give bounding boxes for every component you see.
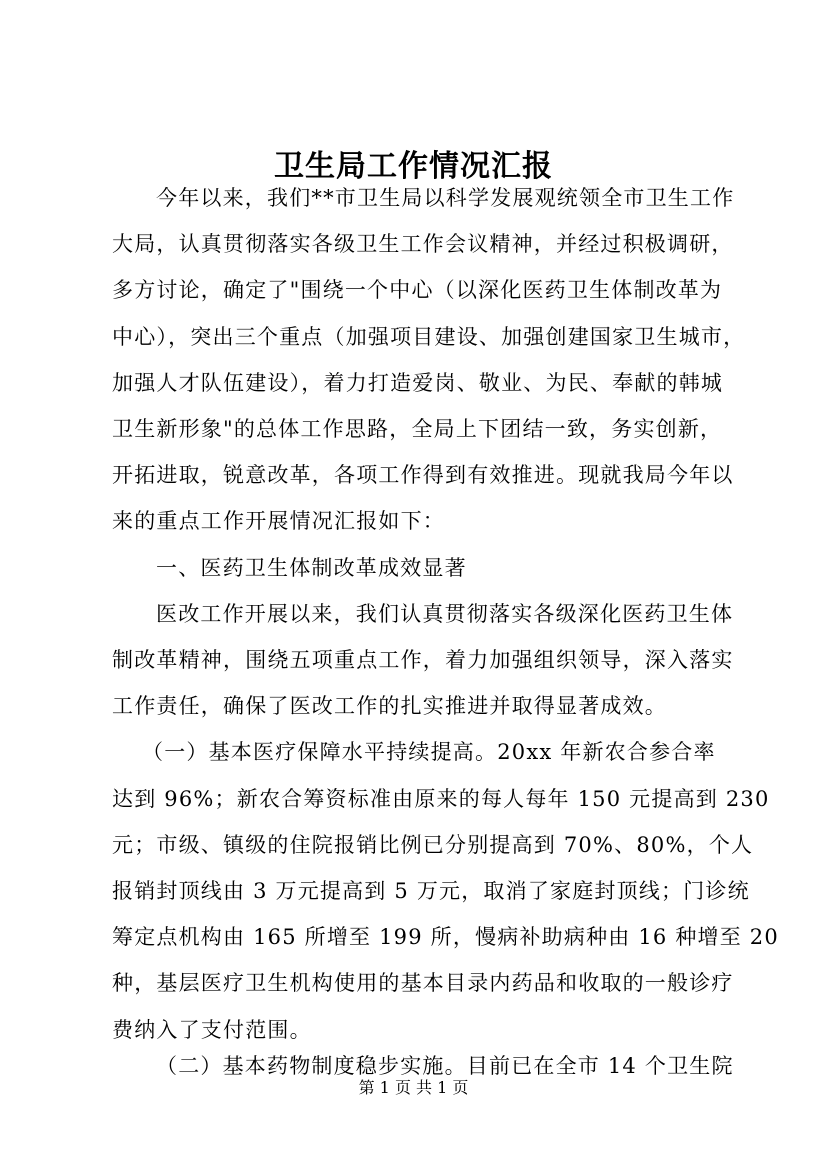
body-line: 开拓进取，锐意改革，各项工作得到有效推进。现就我局今年以 — [112, 463, 734, 487]
body-line: 达到 96%；新农合筹资标准由原来的每人每年 150 元提高到 230 — [112, 787, 770, 811]
page-footer: 第 1 页 共 1 页 — [358, 1078, 469, 1097]
body-line: 筹定点机构由 165 所增至 199 所，慢病补助病种由 16 种增至 20 — [112, 925, 779, 949]
body-line: 多方讨论，确定了"围绕一个中心（以深化医药卫生体制改革为 — [112, 278, 723, 302]
body-line: 加强人才队伍建设），着力打造爱岗、敬业、为民、奉献的韩城 — [112, 371, 724, 395]
body-line: 工作责任，确保了医改工作的扎实推进并取得显著成效。 — [112, 694, 667, 718]
body-line: 元；市级、镇级的住院报销比例已分别提高到 70%、80%，个人 — [112, 833, 754, 857]
body-line: 医改工作开展以来，我们认真贯彻落实各级深化医药卫生体 — [156, 602, 734, 626]
body-line: （一）基本医疗保障水平持续提高。20xx 年新农合参合率 — [142, 740, 716, 764]
section-heading: 一、医药卫生体制改革成效显著 — [156, 556, 467, 580]
body-line: 费纳入了支付范围。 — [112, 1018, 312, 1042]
body-line: 大局，认真贯彻落实各级卫生工作会议精神，并经过积极调研， — [112, 232, 734, 256]
body-line: 来的重点工作开展情况汇报如下： — [112, 509, 445, 533]
body-line: 报销封顶线由 3 万元提高到 5 万元，取消了家庭封顶线；门诊统 — [112, 879, 750, 903]
body-line: 卫生新形象"的总体工作思路，全局上下团结一致，务实创新， — [112, 417, 723, 441]
body-line: （二）基本药物制度稳步实施。目前已在全市 14 个卫生院 — [156, 1054, 734, 1078]
body-line: 中心），突出三个重点（加强项目建设、加强创建国家卫生城市， — [112, 325, 746, 349]
body-line: 制改革精神，围绕五项重点工作，着力加强组织领导，深入落实 — [112, 648, 734, 672]
document-title: 卫生局工作情况汇报 — [274, 149, 553, 184]
body-line: 种，基层医疗卫生机构使用的基本目录内药品和收取的一般诊疗 — [112, 971, 734, 995]
body-line: 今年以来，我们**市卫生局以科学发展观统领全市卫生工作 — [156, 186, 735, 210]
